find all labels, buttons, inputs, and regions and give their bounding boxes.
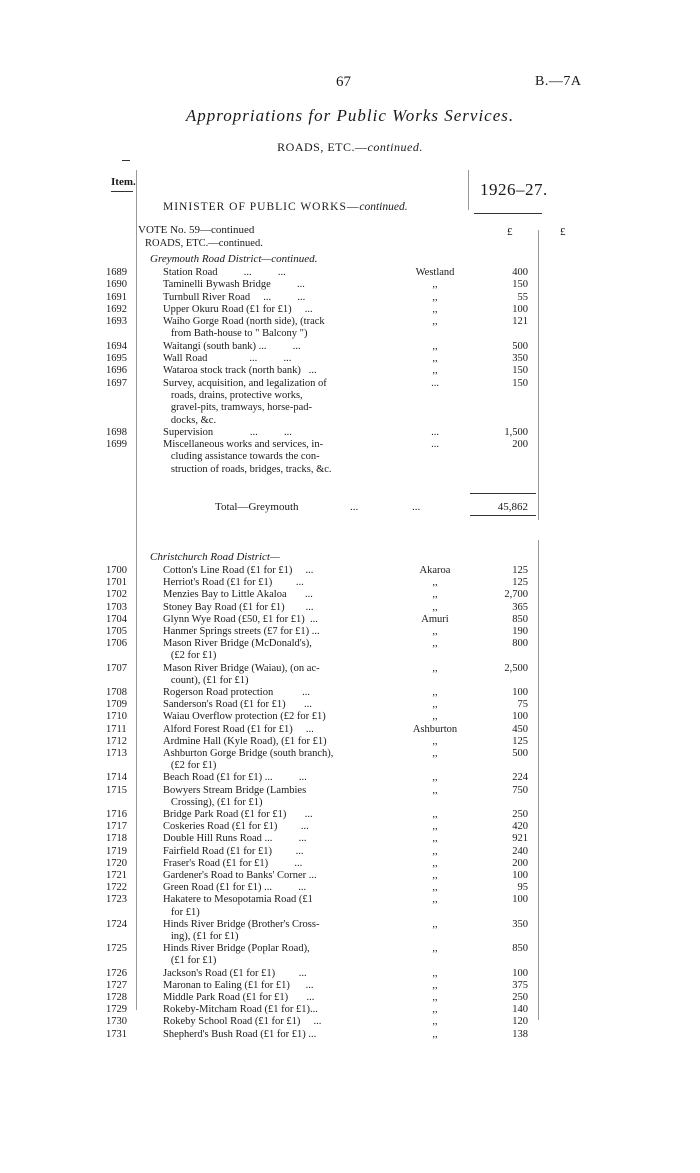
item-description: from Bath-house to " Balcony "): [163, 328, 308, 340]
table-row: [0, 858, 700, 871]
page-number: 67: [336, 74, 351, 90]
item-number: 1708: [106, 687, 127, 698]
county-name: ,,: [432, 711, 438, 723]
item-number: 1712: [106, 735, 127, 747]
item-description: (£1 for £1): [163, 955, 217, 967]
amount: 75: [517, 699, 528, 711]
table-row: [0, 1016, 700, 1029]
county-name: ,,: [432, 857, 438, 869]
amount: 2,700: [504, 589, 528, 601]
item-number: 1721: [106, 870, 127, 881]
item-description: Waiho Gorge Road (north side), (track: [163, 316, 325, 328]
item-number: 1714: [106, 772, 127, 784]
table-row: [0, 377, 700, 426]
county-name: ,,: [432, 748, 438, 759]
item-column-header: Item.: [111, 176, 136, 188]
item-description: Stoney Bay Road (£1 for £1) ...: [163, 601, 314, 613]
item-description: Cotton's Line Road (£1 for £1) ...: [163, 565, 314, 576]
minister-heading: [163, 201, 408, 213]
table-row: [0, 882, 700, 895]
item-number: 1730: [106, 1016, 127, 1028]
amount: 100: [512, 870, 528, 881]
total-label: Total—Greymouth: [215, 501, 299, 513]
amount: 450: [512, 723, 528, 735]
item-description: Station Road ... ...: [163, 267, 286, 278]
amount: 120: [512, 1016, 528, 1028]
table-row: [0, 626, 700, 639]
item-description: Alford Forest Road (£1 for £1) ...: [163, 723, 314, 735]
item-description: struction of roads, bridges, tracks, &c.: [163, 463, 332, 475]
item-description: cluding assistance towards the con-: [163, 451, 320, 463]
county-name: Akaroa: [419, 565, 451, 576]
item-number: 1718: [106, 833, 127, 845]
roads-heading: ROADS, ETC.—continued.: [145, 238, 263, 249]
table-row: [0, 304, 700, 317]
item-description: Hanmer Springs streets (£7 for £1) ...: [163, 626, 320, 637]
amount: 125: [512, 735, 528, 747]
column-rule: [468, 170, 469, 210]
item-number: 1702: [106, 589, 127, 601]
amount: 95: [517, 882, 528, 894]
item-description: Survey, acquisition, and legalization of: [163, 377, 327, 389]
amount: 55: [517, 291, 528, 303]
item-number: 1700: [106, 565, 127, 576]
amount: 400: [512, 267, 528, 278]
table-row: [0, 687, 700, 700]
table-row: [0, 638, 700, 662]
table-row: [0, 577, 700, 590]
county-name: ,,: [432, 303, 438, 315]
item-number: 1694: [106, 340, 127, 352]
section-subtitle: [0, 140, 700, 155]
county-name: ,,: [432, 894, 438, 906]
amount: 420: [512, 821, 528, 833]
item-description: Herriot's Road (£1 for £1) ...: [163, 577, 304, 589]
item-number: 1705: [106, 626, 127, 637]
rule: [474, 213, 542, 214]
amount: 1,500: [504, 426, 528, 438]
item-description: Wataroa stock track (north bank) ...: [163, 365, 317, 377]
item-number: 1713: [106, 748, 127, 759]
item-description: Shepherd's Bush Road (£1 for £1) ...: [163, 1028, 317, 1040]
item-description: Gardener's Road to Banks' Corner ...: [163, 870, 317, 881]
item-description: Rokeby School Road (£1 for £1) ...: [163, 1016, 322, 1028]
table-row: [0, 662, 700, 686]
item-description: Glynn Wye Road (£50, £1 for £1) ...: [163, 613, 318, 625]
table-row: [0, 809, 700, 822]
amount: 350: [512, 918, 528, 930]
item-description: Menzies Bay to Little Akaloa ...: [163, 589, 313, 601]
item-number: 1731: [106, 1028, 127, 1040]
item-number: 1716: [106, 809, 127, 820]
item-number: 1701: [106, 577, 127, 589]
table-row: [0, 589, 700, 602]
county-name: Amuri: [421, 613, 449, 625]
item-description: count), (£1 for £1): [163, 674, 249, 686]
item-number: 1693: [106, 316, 127, 328]
amount: 121: [512, 316, 528, 328]
item-number: 1709: [106, 699, 127, 711]
item-number: 1729: [106, 1004, 127, 1016]
item-number: 1728: [106, 992, 127, 1003]
county-name: ,,: [432, 882, 438, 894]
county-name: ,,: [432, 638, 438, 650]
item-description: Hakatere to Mesopotamia Road (£1: [163, 894, 313, 906]
item-number: 1720: [106, 857, 127, 869]
item-description: Hinds River Bridge (Poplar Road),: [163, 943, 310, 955]
item-number: 1696: [106, 365, 127, 377]
amount: 2,500: [504, 662, 528, 674]
item-description: Rogerson Road protection ...: [163, 687, 310, 698]
vote-heading: VOTE No. 59—continued: [138, 224, 255, 236]
total-amount: 45,862: [497, 501, 528, 513]
item-description: Rokeby-Mitcham Road (£1 for £1)...: [163, 1004, 318, 1016]
table-row: [0, 968, 700, 981]
table-row: [0, 943, 700, 967]
county-name: ,,: [432, 1028, 438, 1040]
item-number: 1706: [106, 638, 127, 650]
item-description: Bowyers Stream Bridge (Lambies: [163, 784, 307, 796]
county-name: ,,: [432, 279, 438, 291]
county-name: ,,: [432, 992, 438, 1003]
table-row: [0, 894, 700, 918]
amount: 240: [512, 845, 528, 857]
item-description: Taminelli Bywash Bridge ...: [163, 279, 305, 291]
item-description: Coskeries Road (£1 for £1) ...: [163, 821, 309, 833]
amount: 140: [512, 1004, 528, 1016]
amount: 150: [512, 365, 528, 377]
county-name: ...: [431, 426, 439, 438]
county-name: ,,: [432, 626, 438, 637]
total-dots: ...: [412, 501, 421, 513]
table-row: [0, 833, 700, 846]
item-description: Fraser's Road (£1 for £1) ...: [163, 857, 303, 869]
county-name: ,,: [432, 662, 438, 674]
item-description: Double Hill Runs Road ... ...: [163, 833, 307, 845]
county-name: ,,: [432, 918, 438, 930]
item-number: 1722: [106, 882, 127, 894]
item-number: 1724: [106, 918, 127, 930]
rule: [122, 160, 130, 161]
item-number: 1691: [106, 291, 127, 303]
county-name: ,,: [432, 845, 438, 857]
item-description: roads, drains, protective works,: [163, 389, 303, 401]
county-name: ,,: [432, 353, 438, 365]
county-name: ,,: [432, 1004, 438, 1016]
table-row: [0, 565, 700, 578]
table-row: [0, 748, 700, 772]
item-description: ing), (£1 for £1): [163, 930, 239, 942]
amount: 250: [512, 809, 528, 820]
table-row: [0, 1029, 700, 1042]
item-description: Bridge Park Road (£1 for £1) ...: [163, 809, 313, 820]
table-row: [0, 711, 700, 724]
item-number: 1719: [106, 845, 127, 857]
county-name: ,,: [432, 784, 438, 796]
table-row: [0, 365, 700, 378]
county-name: ,,: [432, 772, 438, 784]
county-name: ,,: [432, 735, 438, 747]
table-row: [0, 736, 700, 749]
item-description: Fairfield Road (£1 for £1) ...: [163, 845, 304, 857]
item-description: docks, &c.: [163, 414, 217, 426]
item-description: (£2 for £1): [163, 650, 217, 662]
district-heading-greymouth: Greymouth Road District—continued.: [150, 253, 318, 265]
amount: 150: [512, 377, 528, 389]
table-row: [0, 870, 700, 883]
item-number: 1697: [106, 377, 127, 389]
table-row: [0, 784, 700, 808]
item-description: for £1): [163, 906, 200, 918]
county-name: ...: [431, 439, 439, 451]
amount: 921: [512, 833, 528, 845]
item-number: 1698: [106, 426, 127, 438]
item-description: gravel-pits, tramways, horse-pad-: [163, 402, 312, 414]
amount: 125: [512, 565, 528, 576]
county-name: ...: [431, 377, 439, 389]
item-description: Mason River Bridge (McDonald's),: [163, 638, 312, 650]
document-reference: B.—7A: [535, 74, 582, 89]
district-heading-christchurch: Christchurch Road District—: [150, 551, 280, 563]
county-name: ,,: [432, 967, 438, 979]
item-description: Upper Okuru Road (£1 for £1) ...: [163, 303, 313, 315]
amount: 365: [512, 601, 528, 613]
table-row: [0, 699, 700, 712]
item-description: Middle Park Road (£1 for £1) ...: [163, 992, 315, 1003]
item-number: 1711: [106, 723, 127, 735]
total-rule: [470, 493, 536, 494]
amount: 500: [512, 748, 528, 759]
amount: 500: [512, 340, 528, 352]
item-description: Ashburton Gorge Bridge (south branch),: [163, 748, 334, 759]
amount: 224: [512, 772, 528, 784]
county-name: Ashburton: [412, 723, 458, 735]
item-number: 1699: [106, 439, 127, 451]
table-row: [0, 316, 700, 340]
amount: 100: [512, 967, 528, 979]
amount: 200: [512, 439, 528, 451]
subtitle-continued: continued.: [367, 140, 423, 154]
item-description: Mason River Bridge (Waiau), (on ac-: [163, 662, 320, 674]
table-row: [0, 292, 700, 305]
county-name: ,,: [432, 809, 438, 820]
item-number: 1703: [106, 601, 127, 613]
item-description: Green Road (£1 for £1) ... ...: [163, 882, 307, 894]
county-name: ,,: [432, 699, 438, 711]
county-name: ,,: [432, 833, 438, 845]
table-row: [0, 614, 700, 627]
item-number: 1692: [106, 303, 127, 315]
year-column-header: 1926–27.: [480, 180, 548, 199]
item-number: 1707: [106, 662, 127, 674]
item-description: (£2 for £1): [163, 760, 217, 772]
subtitle-main: ROADS, ETC.—: [277, 140, 368, 154]
table-row: [0, 724, 700, 737]
currency-symbol: £: [507, 226, 513, 238]
county-name: ,,: [432, 577, 438, 589]
item-number: 1726: [106, 967, 127, 979]
item-description: Maronan to Ealing (£1 for £1) ...: [163, 979, 314, 991]
page-title: Appropriations for Public Works Services.: [185, 106, 515, 125]
table-row: [0, 992, 700, 1005]
amount: 100: [512, 687, 528, 698]
item-number: 1704: [106, 613, 127, 625]
amount: 800: [512, 638, 528, 650]
item-number: 1689: [106, 267, 127, 278]
item-number: 1695: [106, 353, 127, 365]
county-name: ,,: [432, 687, 438, 698]
table-row: [0, 846, 700, 859]
item-description: Sanderson's Road (£1 for £1) ...: [163, 699, 312, 711]
table-row: [0, 267, 700, 280]
total-dots: ...: [350, 501, 359, 513]
item-description: Waiau Overflow protection (£2 for £1): [163, 711, 326, 723]
county-name: ,,: [432, 870, 438, 881]
minister-main: MINISTER OF PUBLIC WORKS—: [163, 201, 360, 213]
amount: 100: [512, 711, 528, 723]
county-name: ,,: [432, 943, 438, 955]
item-number: 1715: [106, 784, 127, 796]
county-name: ,,: [432, 979, 438, 991]
item-number: 1725: [106, 943, 127, 955]
table-row: [0, 341, 700, 354]
item-description: Crossing), (£1 for £1): [163, 796, 263, 808]
county-name: ,,: [432, 291, 438, 303]
amount: 125: [512, 577, 528, 589]
county-name: ,,: [432, 340, 438, 352]
amount: 100: [512, 894, 528, 906]
amount: 350: [512, 353, 528, 365]
county-name: ,,: [432, 601, 438, 613]
table-row: [0, 1004, 700, 1017]
item-description: Supervision ... ...: [163, 426, 292, 438]
county-name: ,,: [432, 316, 438, 328]
item-description: Turnbull River Road ... ...: [163, 291, 306, 303]
table-row: [0, 980, 700, 993]
county-name: ,,: [432, 589, 438, 601]
county-name: ,,: [432, 821, 438, 833]
currency-symbol: £: [560, 226, 566, 238]
total-rule: [470, 515, 536, 516]
amount: 138: [512, 1028, 528, 1040]
item-number: 1710: [106, 711, 127, 723]
item-number: 1690: [106, 279, 127, 291]
item-number: 1727: [106, 979, 127, 991]
table-row: [0, 427, 700, 440]
item-description: Ardmine Hall (Kyle Road), (£1 for £1): [163, 735, 327, 747]
county-name: ,,: [432, 365, 438, 377]
amount: 250: [512, 992, 528, 1003]
item-number: 1723: [106, 894, 127, 906]
amount: 200: [512, 857, 528, 869]
table-row: [0, 353, 700, 366]
item-description: Jackson's Road (£1 for £1) ...: [163, 967, 307, 979]
rule: [111, 191, 133, 192]
amount: 190: [512, 626, 528, 637]
item-description: Miscellaneous works and services, in-: [163, 439, 324, 451]
item-description: Beach Road (£1 for £1) ... ...: [163, 772, 307, 784]
table-row: [0, 918, 700, 942]
table-row: [0, 772, 700, 785]
amount: 375: [512, 979, 528, 991]
county-name: Westland: [415, 267, 455, 278]
table-row: [0, 821, 700, 834]
amount: 150: [512, 279, 528, 291]
amount: 100: [512, 303, 528, 315]
table-row: [0, 279, 700, 292]
item-description: Wall Road ... ...: [163, 353, 292, 365]
table-row: [0, 439, 700, 475]
item-description: Waitangi (south bank) ... ...: [163, 340, 301, 352]
amount: 750: [512, 784, 528, 796]
table-row: [0, 602, 700, 615]
item-number: 1717: [106, 821, 127, 833]
minister-continued: continued.: [359, 201, 408, 213]
amount: 850: [512, 943, 528, 955]
county-name: ,,: [432, 1016, 438, 1028]
amount: 850: [512, 613, 528, 625]
item-description: Hinds River Bridge (Brother's Cross-: [163, 918, 320, 930]
